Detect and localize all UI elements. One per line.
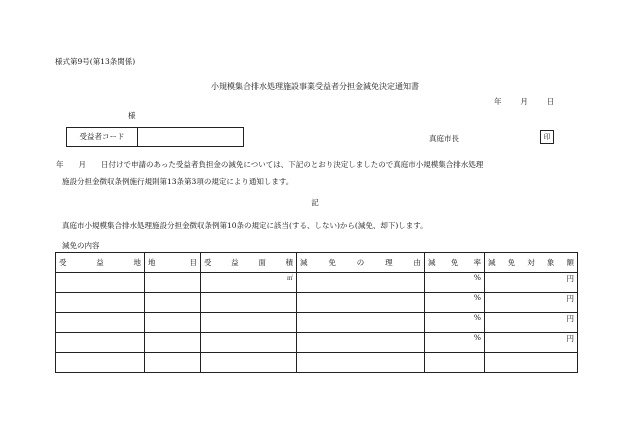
cell-rate[interactable] xyxy=(425,313,485,333)
cell-category[interactable] xyxy=(145,313,201,333)
cell-reason[interactable] xyxy=(297,333,425,353)
cell-rate[interactable] xyxy=(425,293,485,313)
cell-land[interactable] xyxy=(56,353,145,373)
cell-area[interactable] xyxy=(201,273,297,293)
cell-category[interactable] xyxy=(145,353,201,373)
body-text-line-3: 真庭市小規模集合排水処理施設分担金徴収条例第10条の規定に該当(する、しない)から(減免、却下)します。 xyxy=(62,221,428,230)
rate-unit: % xyxy=(473,333,481,342)
cell-rate[interactable] xyxy=(425,353,485,373)
table-row xyxy=(56,313,578,333)
form-number: 様式第9号(第13条関係) xyxy=(55,57,136,66)
cell-rate[interactable] xyxy=(425,333,485,353)
cell-land[interactable] xyxy=(56,273,145,293)
cell-amount[interactable] xyxy=(485,273,578,293)
cell-reason[interactable] xyxy=(297,293,425,313)
cell-category[interactable] xyxy=(145,293,201,313)
cell-amount[interactable] xyxy=(485,333,578,353)
ki-heading: 記 xyxy=(311,198,319,207)
cell-reason[interactable] xyxy=(297,353,425,373)
cell-amount[interactable] xyxy=(485,313,578,333)
header-rate: 減 免 率 xyxy=(425,253,485,273)
body-text-line-2: 施設分担金徴収条例施行規則第13条第3項の規定により通知します。 xyxy=(62,177,294,186)
cell-rate[interactable] xyxy=(425,273,485,293)
header-amount: 減 免 対 象 額 xyxy=(485,253,578,273)
cell-area[interactable] xyxy=(201,313,297,333)
header-category: 地 目 xyxy=(145,253,201,273)
area-unit: ㎡ xyxy=(286,275,293,282)
table-row xyxy=(56,353,578,373)
date-year-label: 年 xyxy=(494,97,502,106)
cell-land[interactable] xyxy=(56,333,145,353)
table-row xyxy=(56,333,578,353)
table-row xyxy=(56,293,578,313)
reduction-heading: 減免の内容 xyxy=(62,241,100,250)
cell-area[interactable] xyxy=(201,293,297,313)
amount-unit: 円 xyxy=(566,334,574,343)
rate-unit: % xyxy=(473,293,481,302)
cell-amount[interactable] xyxy=(485,353,578,373)
cell-land[interactable] xyxy=(56,313,145,333)
header-land: 受 益 地 xyxy=(56,253,145,273)
amount-unit: 円 xyxy=(566,314,574,323)
table-header-row xyxy=(56,253,578,273)
rate-unit: % xyxy=(473,273,481,282)
date-day-label: 日 xyxy=(546,97,555,106)
cell-area[interactable] xyxy=(201,353,297,373)
cell-category[interactable] xyxy=(145,273,201,293)
cell-reason[interactable] xyxy=(297,313,425,333)
reduction-table xyxy=(55,252,578,373)
cell-category[interactable] xyxy=(145,333,201,353)
beneficiary-code-field[interactable] xyxy=(138,128,243,146)
table-row xyxy=(56,273,578,293)
issuer-name: 真庭市長 xyxy=(429,134,459,143)
header-area: 受 益 面 積 xyxy=(201,253,297,273)
seal-mark: 印 xyxy=(540,130,554,144)
amount-unit: 円 xyxy=(566,294,574,303)
beneficiary-code-box xyxy=(66,127,244,147)
cell-area[interactable] xyxy=(201,333,297,353)
header-reason: 減 免 の 理 由 xyxy=(297,253,425,273)
cell-amount[interactable] xyxy=(485,293,578,313)
rate-unit: % xyxy=(473,313,481,322)
cell-reason[interactable] xyxy=(297,273,425,293)
beneficiary-code-label: 受益者コード xyxy=(67,128,138,146)
amount-unit: 円 xyxy=(566,274,574,283)
body-text-line-1: 年 月 日付けで申請のあった受益者負担金の減免については、下記のとおり決定しましたので真庭市小規模集合排水処理 xyxy=(56,160,484,169)
cell-land[interactable] xyxy=(56,293,145,313)
date-line xyxy=(494,96,554,107)
document-title: 小規模集合排水処理施設事業受益者分担金減免決定通知書 xyxy=(211,82,419,91)
date-month-label: 月 xyxy=(520,97,528,106)
recipient-suffix: 様 xyxy=(128,111,136,120)
